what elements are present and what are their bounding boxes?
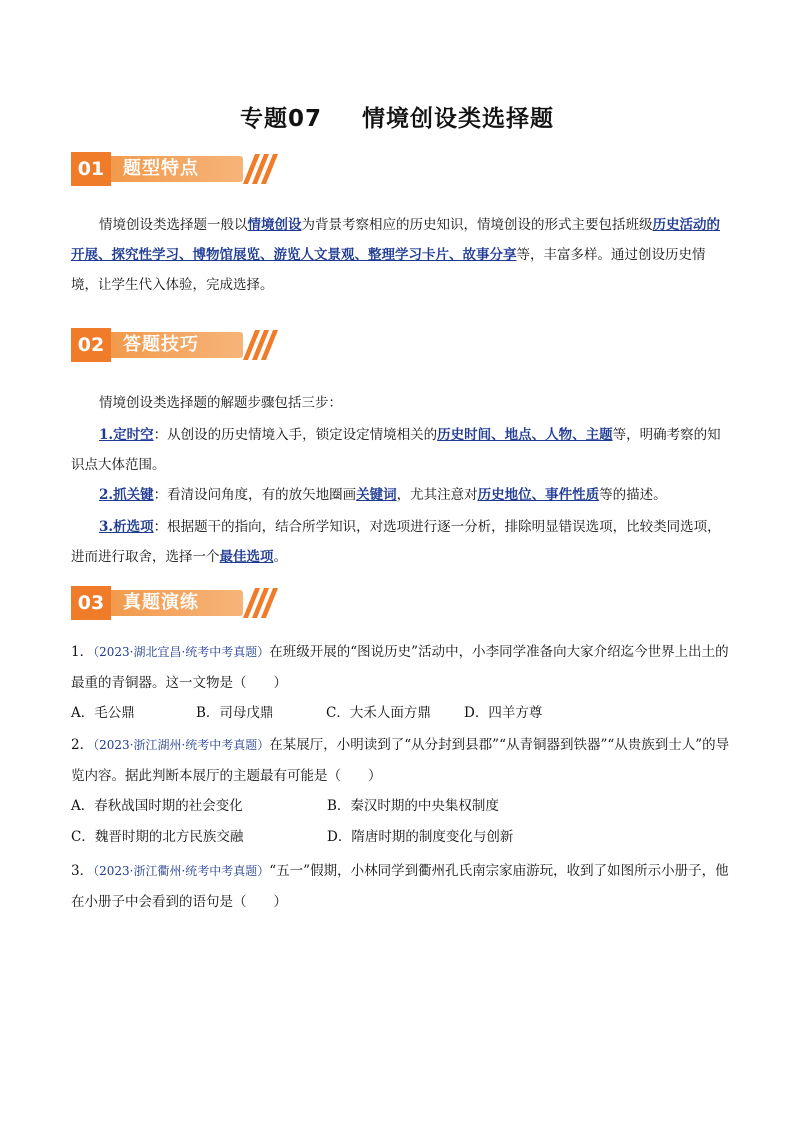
keyword: 历史地位、事件性质 [477, 487, 600, 503]
question-number: 3． [71, 863, 94, 879]
section-label: 题型特点 [111, 156, 243, 182]
technique-step-2: 2.抓关键：看清设问角度，有的放矢地圈画关键词，尤其注意对历史地位、事件性质等的描述。 [99, 487, 667, 503]
keyword: 历史活动的开展、探究性学习、博物馆展览、游览人文景观、整理学习卡片、故事分享 [71, 217, 720, 263]
option-a: A．毛公鼎 [71, 705, 135, 721]
step-label: 3.析选项 [99, 519, 154, 535]
technique-step-1: 1.定时空：从创设的历史情境入手，锁定设定情境相关的历史时间、地点、人物、主题等，明确考察的知识点大体范围。 [71, 427, 721, 473]
keyword: 历史时间、地点、人物、主题 [437, 427, 613, 443]
page-title [0, 100, 794, 133]
question-number: 1． [71, 644, 94, 660]
option-d: D．四羊方尊 [464, 705, 543, 721]
question-2 [71, 730, 731, 792]
techniques-intro: 情境创设类选择题的解题步骤包括三步： [99, 395, 342, 411]
option-c: C．大禾人面方鼎 [326, 705, 431, 721]
section-header-features [71, 152, 271, 186]
keyword: 关键词 [356, 487, 397, 503]
title-topic-number: 专题07 [239, 106, 322, 132]
question-3 [71, 856, 731, 918]
step-label: 1.定时空 [99, 427, 154, 443]
section-header-techniques [71, 328, 271, 362]
option-d: D．隋唐时期的制度变化与创新 [327, 829, 514, 845]
option-b: B．秦汉时期的中央集权制度 [327, 798, 499, 814]
question-source: （2023·浙江衢州·统考中考真题） [93, 864, 270, 878]
keyword: 最佳选项 [219, 549, 274, 565]
features-paragraph: 情境创设类选择题一般以情境创设为背景考察相应的历史知识，情境创设的形式主要包括班级历史活动的开展、探究性学习、博物馆展览、游览人文景观、整理学习卡片、故事分享等，丰富多样。通过创设历史情境，让学生代入体验，完成选择。 [71, 217, 720, 293]
question-stem: “五一”假期，小林同学到衢州孔氏南宗家庙游玩，收到了如图所示小册子，他在小册子中会看到的语句是（ ） [71, 863, 729, 910]
question-source: （2023·浙江湖州·统考中考真题） [93, 738, 270, 752]
option-c: C．魏晋时期的北方民族交融 [71, 829, 244, 845]
title-topic-name: 情境创设类选择题 [362, 106, 554, 132]
option-b: B．司母戊鼎 [196, 705, 274, 721]
option-a: A．春秋战国时期的社会变化 [71, 798, 243, 814]
question-2-options-row-2 [71, 823, 731, 851]
section-number: 03 [71, 586, 111, 620]
question-1 [71, 637, 731, 699]
section-number: 02 [71, 328, 111, 362]
step-label: 2.抓关键 [99, 487, 154, 503]
section-label: 真题演练 [111, 590, 243, 616]
question-source: （2023·湖北宜昌·统考中考真题） [93, 645, 270, 659]
section-header-practice [71, 586, 271, 620]
section-number: 01 [71, 152, 111, 186]
technique-step-3: 3.析选项：根据题干的指向，结合所学知识，对选项进行逐一分析，排除明显错误选项，比较类同选项，进而进行取舍，选择一个最佳选项。 [71, 519, 721, 565]
question-stem: 在某展厅，小明读到了“从分封到县郡”“从青铜器到铁器”“从贵族到士人”的导览内容。据此判断本展厅的主题最有可能是（ ） [71, 737, 730, 784]
question-2-options-row-1 [71, 792, 731, 820]
section-label: 答题技巧 [111, 332, 243, 358]
question-1-options [71, 699, 731, 727]
question-number: 2． [71, 737, 94, 753]
keyword: 情境创设 [247, 217, 302, 233]
question-stem: 在班级开展的“图说历史”活动中，小李同学准备向大家介绍迄今世界上出土的最重的青铜器。这一文物是（ ） [71, 644, 729, 691]
